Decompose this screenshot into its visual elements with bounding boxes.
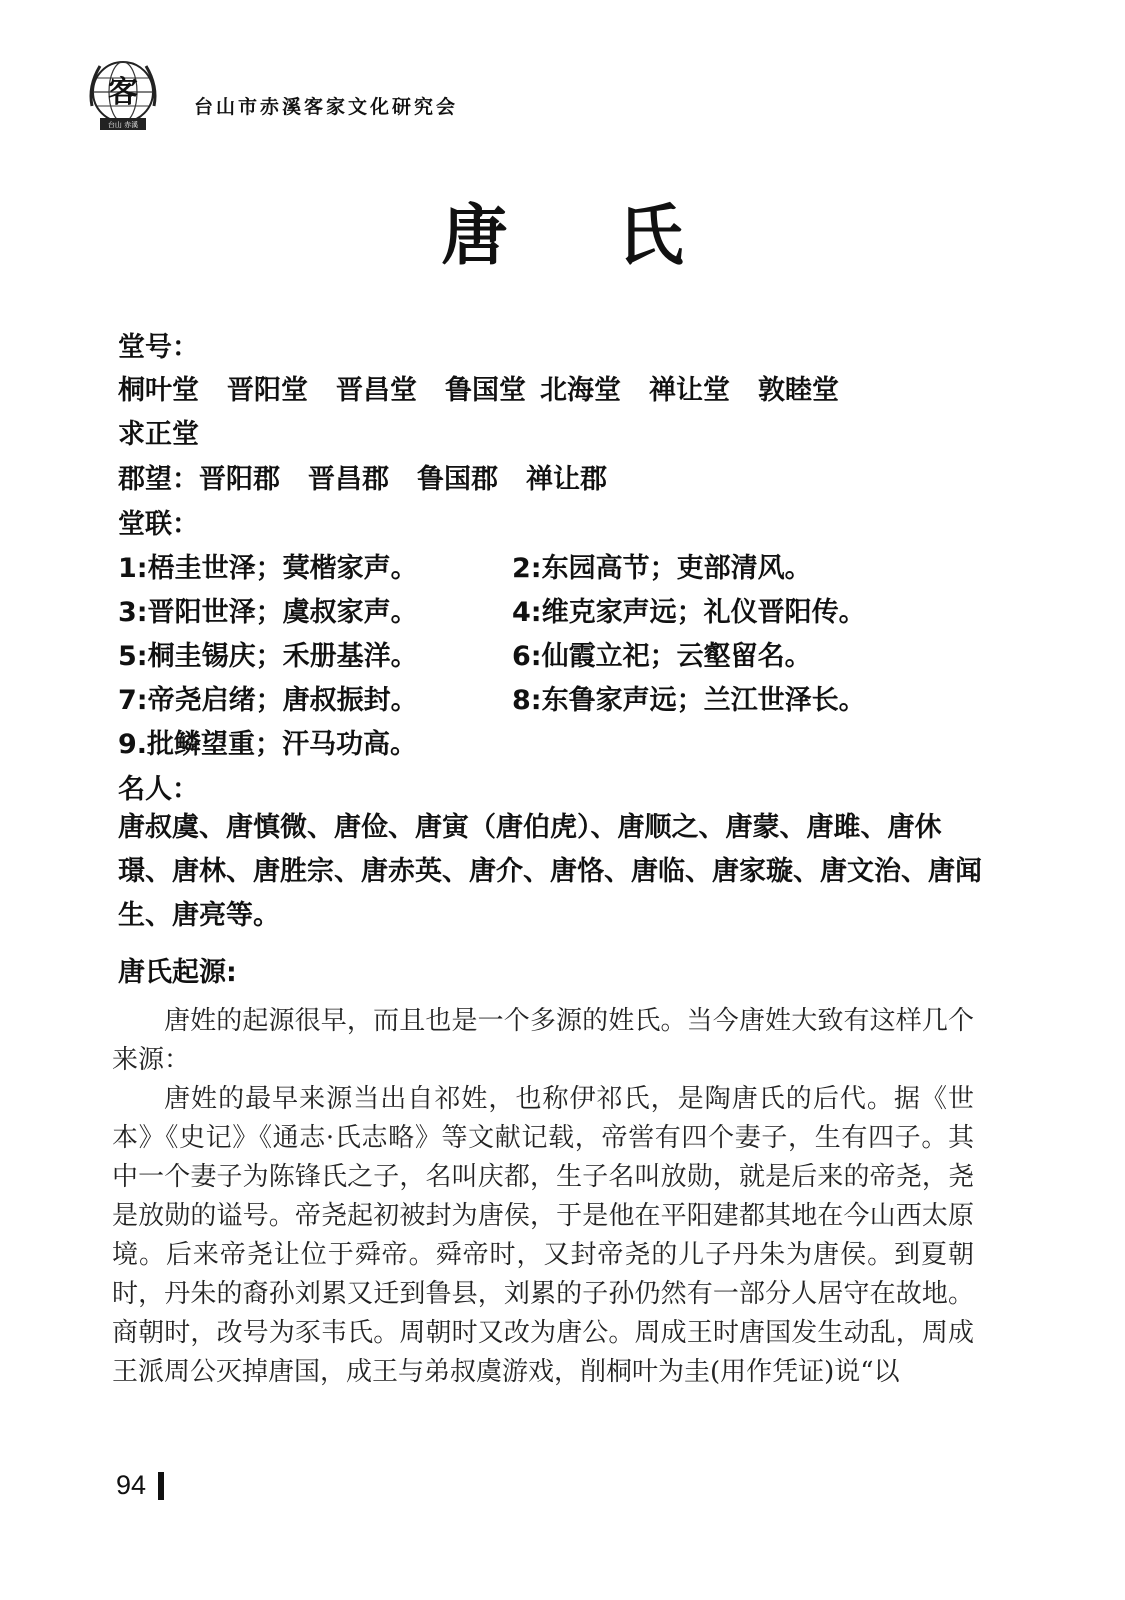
commandery-item: 晋昌郡: [308, 464, 389, 495]
couplet-item: 4:维克家声远；礼仪晋阳传。: [512, 597, 866, 628]
svg-text:台山 赤溪: 台山 赤溪: [107, 121, 139, 129]
title-char-2: 氏: [617, 196, 684, 274]
page-marker-bar: [158, 1472, 164, 1500]
commandery-item: 鲁国郡: [417, 464, 498, 495]
commandery-row: [118, 457, 635, 496]
origin-label: 唐氏起源:: [118, 957, 237, 988]
hall-name: 禅让堂: [649, 375, 730, 406]
couplet-item: 9.批鳞望重；汗马功高。: [118, 729, 418, 760]
hall-name: 晋昌堂: [336, 375, 417, 406]
couplet-item: 6:仙霞立祀；云壑留名。: [512, 641, 812, 672]
hall-name: 晋阳堂: [227, 375, 308, 406]
famous-label: 名人：: [118, 774, 199, 805]
couplet-item: 8:东鲁家声远；兰江世泽长。: [512, 685, 866, 716]
commandery-label: 郡望：: [118, 464, 199, 495]
organization-name: 台山市赤溪客家文化研究会: [194, 96, 459, 118]
couplet-item: 5:桐圭锡庆；禾册基洋。: [118, 641, 418, 672]
couplet-item: 3:晋阳世泽；虞叔家声。: [118, 597, 418, 628]
origin-paragraph-1: 唐姓的起源很早，而且也是一个多源的姓氏。当今唐姓大致有这样几个来源：: [112, 1006, 974, 1075]
page-header: [86, 56, 786, 136]
commandery-item: 禅让郡: [526, 464, 607, 495]
hall-name: 敦睦堂: [758, 375, 839, 406]
couplet-item: 7:帝尧启绪；唐叔振封。: [118, 685, 418, 716]
commandery-item: 晋阳郡: [199, 464, 280, 495]
couplets-label: 堂联：: [118, 509, 199, 540]
society-emblem-icon: [86, 56, 160, 134]
couplet-item: 1:梧圭世泽；蓂楷家声。: [118, 553, 418, 584]
page-title: [0, 182, 1125, 277]
famous-people-text: 唐叔虞、唐慎微、唐俭、唐寅（唐伯虎）、唐顺之、唐蒙、唐雎、唐休璟、唐林、唐胜宗、唐赤英、唐介、唐恪、唐临、唐家璇、唐文治、唐闻生、唐亮等。: [118, 812, 982, 931]
hall-name-overflow: 求正堂: [118, 419, 199, 450]
page-number: 94: [116, 1470, 147, 1500]
couplet-item: 2:东园高节；吏部清风。: [512, 553, 812, 584]
title-char-1: 唐: [441, 196, 508, 274]
hall-name: 北海堂: [540, 375, 621, 406]
hall-name: 桐叶堂: [118, 375, 199, 406]
hall-name: 鲁国堂: [445, 375, 526, 406]
hall-names-label: 堂号：: [118, 332, 199, 363]
hall-names-list: [118, 368, 867, 407]
page-footer: [116, 1470, 164, 1504]
svg-text:客: 客: [108, 75, 138, 110]
origin-paragraph-2: 唐姓的最早来源当出自祁姓，也称伊祁氏，是陶唐氏的后代。据《世本》《史记》《通志·氏志略》等文献记载，帝喾有四个妻子，生有四子。其中一个妻子为陈锋氏之子，名叫庆都，生子名叫放勋，就是后来的帝尧，尧是放勋的谥号。帝尧起初被封为唐侯，于是他在平阳建都其地在今山西太原境。后来帝尧让位于舜帝。舜帝时，又封帝尧的儿子丹朱为唐侯。到夏朝时，丹朱的裔孙刘累又迁到鲁县，刘累的子孙仍然有一部分人居守在故地。商朝时，改号为豕韦氏。周朝时又改为唐公。周成王时唐国发生动乱，周成王派周公灭掉唐国，成王与弟叔虞游戏，削桐叶为圭(用作凭证)说“以: [112, 1084, 974, 1387]
